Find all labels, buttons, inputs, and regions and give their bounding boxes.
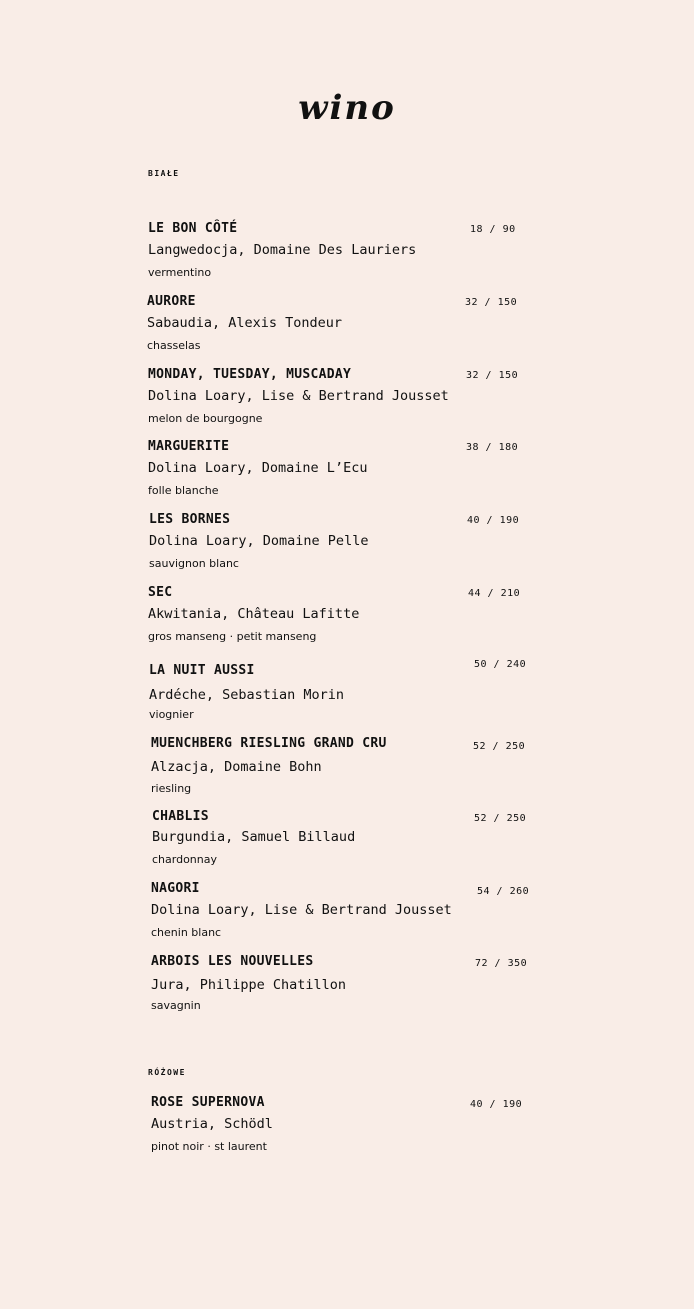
wine-item <box>148 221 548 281</box>
wine-origin: Langwedocja, Domaine Des Lauriers <box>148 242 417 258</box>
wine-origin: Dolina Loary, Domaine L’Ecu <box>148 460 368 476</box>
wine-grape: chasselas <box>147 339 201 352</box>
wine-item <box>147 294 547 354</box>
wine-price: 40 / 190 <box>470 1099 523 1110</box>
wine-name: ARBOIS LES NOUVELLES <box>151 954 314 969</box>
wine-price: 32 / 150 <box>465 297 518 308</box>
wine-item <box>149 659 549 723</box>
wine-grape: gros manseng · petit manseng <box>148 630 317 643</box>
wine-origin: Burgundia, Samuel Billaud <box>152 829 356 845</box>
wine-name: LES BORNES <box>149 512 231 527</box>
wine-grape: folle blanche <box>148 484 219 497</box>
wine-price: 40 / 190 <box>467 515 520 526</box>
wine-origin: Alzacja, Domaine Bohn <box>151 759 322 775</box>
wine-price: 52 / 250 <box>474 813 527 824</box>
wine-item <box>151 736 551 796</box>
wine-price: 52 / 250 <box>473 741 526 752</box>
wine-grape: riesling <box>151 782 192 795</box>
wine-price: 18 / 90 <box>470 224 516 235</box>
wine-grape: viognier <box>149 708 194 721</box>
wine-name: NAGORI <box>151 881 200 896</box>
wine-origin: Jura, Philippe Chatillon <box>151 977 347 993</box>
wine-item <box>151 881 551 941</box>
wine-grape: pinot noir · st laurent <box>151 1140 267 1153</box>
menu-title: wino <box>298 88 396 128</box>
wine-grape: vermentino <box>148 266 212 279</box>
wine-price: 32 / 150 <box>466 370 519 381</box>
wine-name: CHABLIS <box>152 809 209 824</box>
wine-origin: Austria, Schödl <box>151 1116 273 1132</box>
wine-item <box>151 954 551 1014</box>
wine-item <box>148 439 548 499</box>
section-label-rose: RÓŻOWE <box>148 1068 186 1077</box>
wine-price: 54 / 260 <box>477 886 530 897</box>
wine-grape: sauvignon blanc <box>149 557 239 570</box>
wine-origin: Ardéche, Sebastian Morin <box>149 687 345 703</box>
wine-price: 50 / 240 <box>474 659 527 670</box>
wine-name: MARGUERITE <box>148 439 230 454</box>
wine-item <box>152 809 552 869</box>
wine-price: 44 / 210 <box>468 588 521 599</box>
wine-grape: savagnin <box>151 999 201 1012</box>
wine-origin: Dolina Loary, Domaine Pelle <box>149 533 369 549</box>
wine-price: 72 / 350 <box>475 958 528 969</box>
wine-origin: Dolina Loary, Lise & Bertrand Jousset <box>148 388 449 404</box>
wine-origin: Dolina Loary, Lise & Bertrand Jousset <box>151 902 452 918</box>
wine-name: AURORE <box>147 294 196 309</box>
wine-grape: chenin blanc <box>151 926 222 939</box>
wine-name: LA NUIT AUSSI <box>149 663 255 678</box>
wine-name: ROSE SUPERNOVA <box>151 1095 265 1110</box>
wine-grape: chardonnay <box>152 853 217 866</box>
wine-name: MUENCHBERG RIESLING GRAND CRU <box>151 736 387 751</box>
wine-price: 38 / 180 <box>466 442 519 453</box>
wine-name: MONDAY, TUESDAY, MUSCADAY <box>148 367 352 382</box>
wine-origin: Akwitania, Château Lafitte <box>148 606 360 622</box>
wine-item <box>151 1095 551 1155</box>
wine-name: LE BON CÔTÉ <box>148 221 238 236</box>
section-label-white: BIAŁE <box>148 169 180 178</box>
wine-item <box>148 367 548 427</box>
wine-item <box>149 512 549 572</box>
wine-grape: melon de bourgogne <box>148 412 263 425</box>
wine-origin: Sabaudia, Alexis Tondeur <box>147 315 343 331</box>
wine-name: SEC <box>148 585 173 600</box>
wine-item <box>148 585 548 645</box>
